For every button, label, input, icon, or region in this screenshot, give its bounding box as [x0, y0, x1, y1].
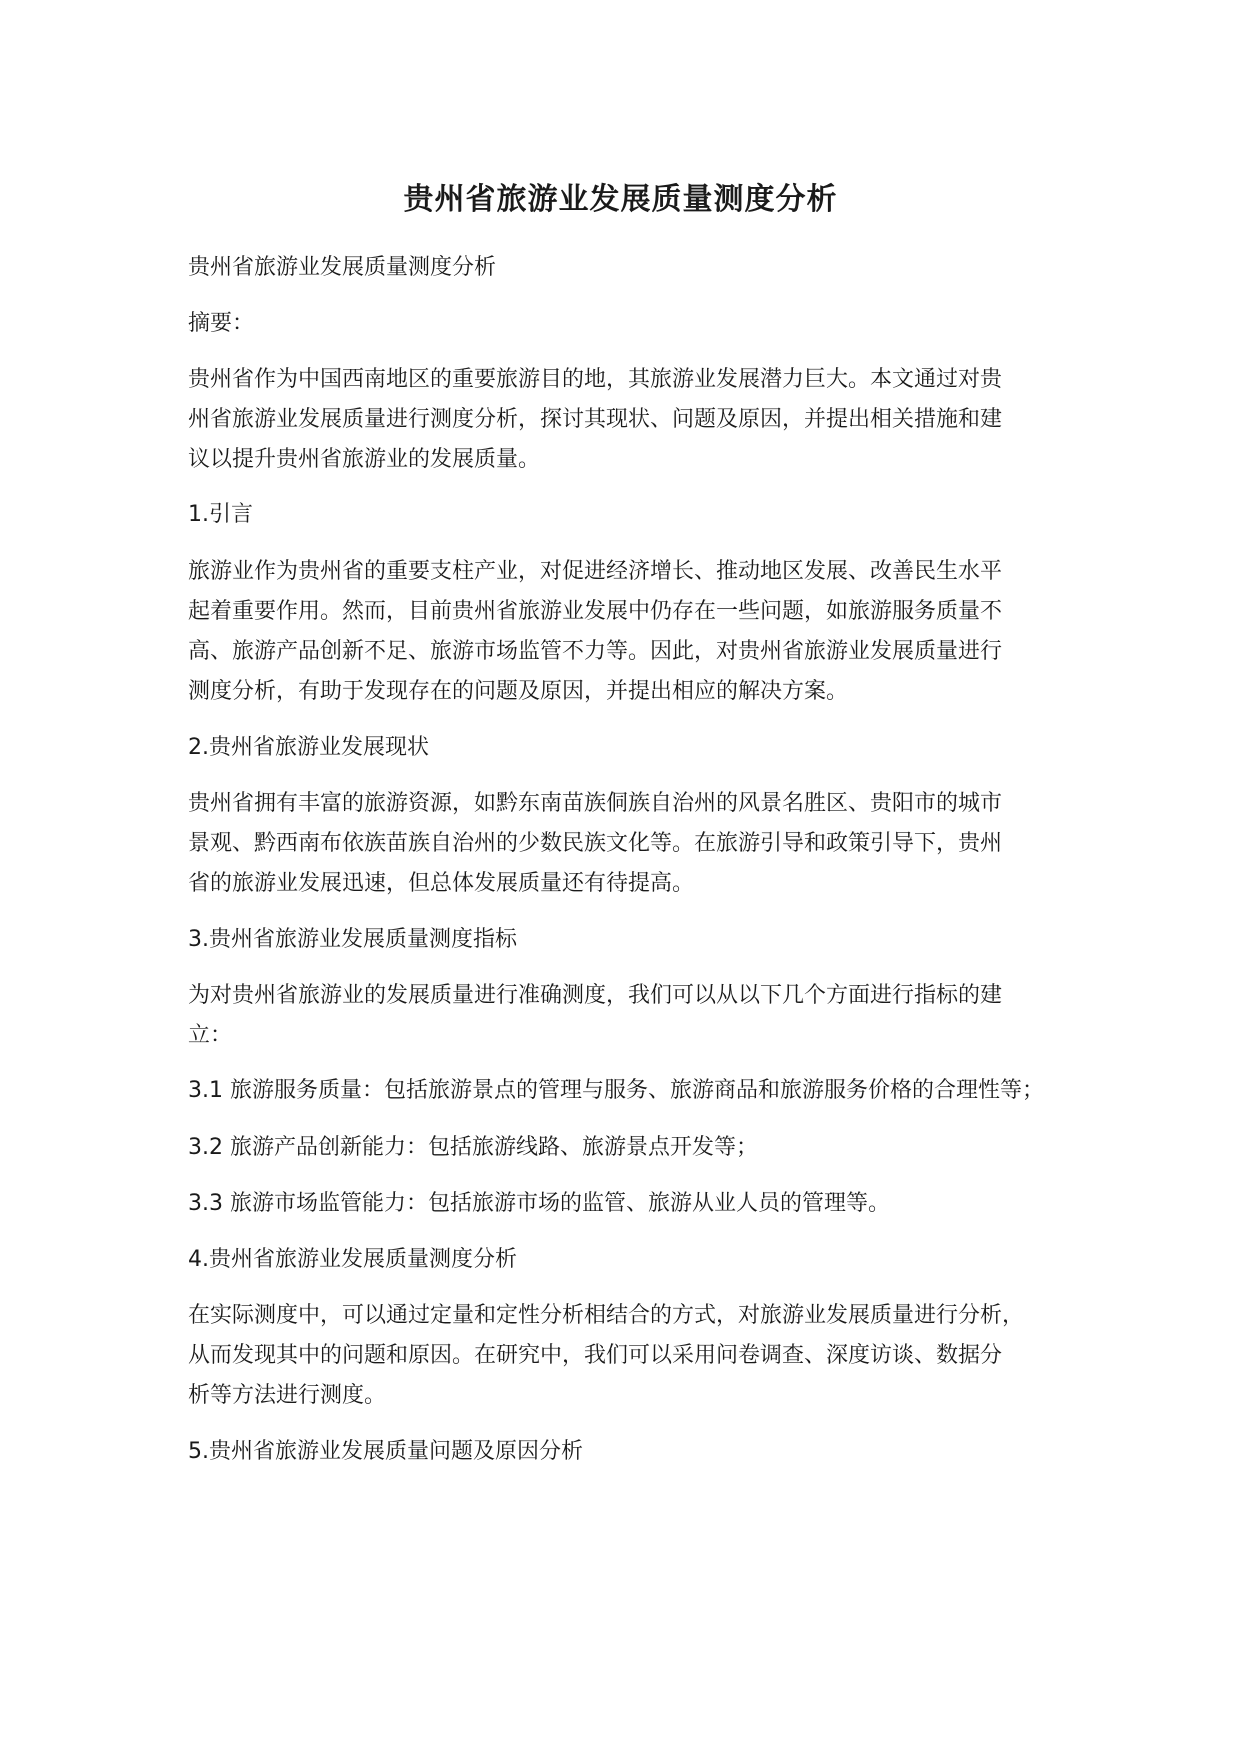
section-heading-4: 4.贵州省旅游业发展质量测度分析 [188, 1247, 517, 1272]
paragraph-line: 景观、黔西南布依族苗族自治州的少数民族文化等。在旅游引导和政策引导下，贵州 [188, 831, 1003, 856]
paragraph-line: 省的旅游业发展迅速，但总体发展质量还有待提高。 [188, 871, 695, 896]
list-item-3-1: 3.1 旅游服务质量：包括旅游景点的管理与服务、旅游商品和旅游服务价格的合理性等； [188, 1078, 1044, 1103]
section-heading-3: 3.贵州省旅游业发展质量测度指标 [188, 927, 517, 952]
subtitle: 贵州省旅游业发展质量测度分析 [188, 255, 497, 280]
section-heading-2: 2.贵州省旅游业发展现状 [188, 735, 429, 760]
abstract-line: 议以提升贵州省旅游业的发展质量。 [188, 447, 541, 472]
paragraph-line: 析等方法进行测度。 [188, 1383, 387, 1408]
paragraph-line: 贵州省拥有丰富的旅游资源，如黔东南苗族侗族自治州的风景名胜区、贵阳市的城市 [188, 791, 1003, 816]
paragraph-line: 立： [188, 1023, 233, 1048]
abstract-heading: 摘要： [188, 311, 255, 336]
list-item-3-2: 3.2 旅游产品创新能力：包括旅游线路、旅游景点开发等； [188, 1135, 758, 1160]
list-item-3-3: 3.3 旅游市场监管能力：包括旅游市场的监管、旅游从业人员的管理等。 [188, 1191, 890, 1216]
paragraph-line: 起着重要作用。然而，目前贵州省旅游业发展中仍存在一些问题，如旅游服务质量不 [188, 599, 1003, 624]
paragraph-line: 在实际测度中，可以通过定量和定性分析相结合的方式，对旅游业发展质量进行分析， [188, 1303, 1025, 1328]
abstract-line: 州省旅游业发展质量进行测度分析，探讨其现状、问题及原因，并提出相关措施和建 [188, 407, 1003, 432]
abstract-line: 贵州省作为中国西南地区的重要旅游目的地，其旅游业发展潜力巨大。本文通过对贵 [188, 367, 1003, 392]
document-title: 贵州省旅游业发展质量测度分析 [403, 182, 838, 217]
paragraph-line: 为对贵州省旅游业的发展质量进行准确测度，我们可以从以下几个方面进行指标的建 [188, 983, 1003, 1008]
paragraph-line: 高、旅游产品创新不足、旅游市场监管不力等。因此，对贵州省旅游业发展质量进行 [188, 639, 1003, 664]
paragraph-line: 测度分析，有助于发现存在的问题及原因，并提出相应的解决方案。 [188, 679, 849, 704]
paragraph-line: 旅游业作为贵州省的重要支柱产业，对促进经济增长、推动地区发展、改善民生水平 [188, 559, 1003, 584]
paragraph-line: 从而发现其中的问题和原因。在研究中，我们可以采用问卷调查、深度访谈、数据分 [188, 1343, 1003, 1368]
section-heading-5: 5.贵州省旅游业发展质量问题及原因分析 [188, 1439, 583, 1464]
section-heading-1: 1.引言 [188, 502, 253, 527]
